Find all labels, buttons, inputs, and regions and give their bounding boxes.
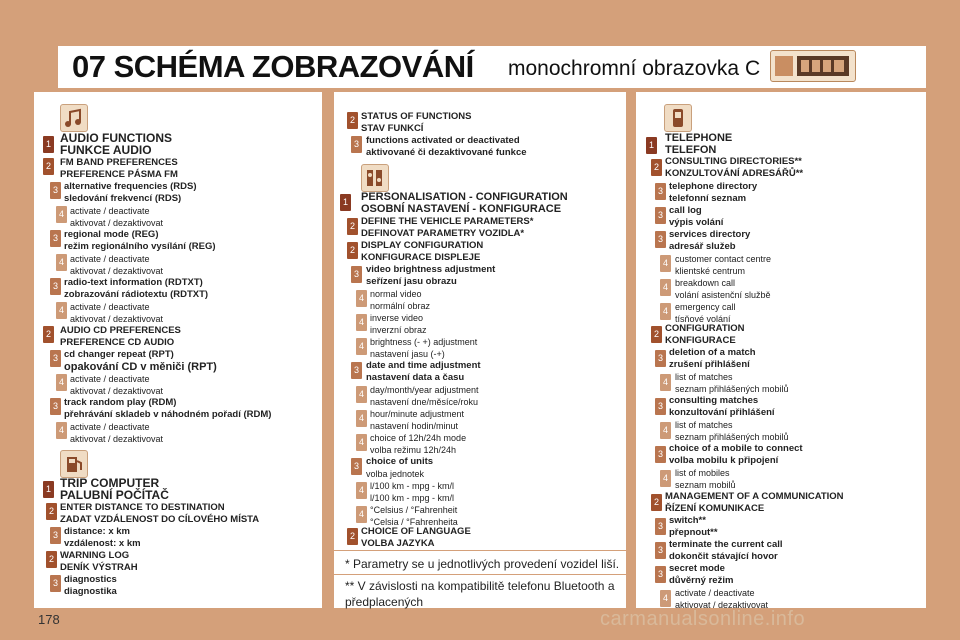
divider [334, 574, 626, 575]
menu-item: aktivovat / dezaktivovat [70, 314, 164, 324]
audio-heading-en: AUDIO FUNCTIONS [60, 131, 172, 145]
menu-item: list of matches [675, 372, 733, 382]
trip-heading-cz: PALUBNÍ POČÍTAČ [60, 488, 169, 502]
menu-item: seznam přihlášených mobilů [675, 384, 789, 394]
level-4-badge: 4 [356, 410, 367, 427]
level-3-badge: 3 [50, 575, 61, 592]
menu-item: PREFERENCE CD AUDIO [60, 337, 175, 348]
menu-item: MANAGEMENT OF A COMMUNICATION [665, 491, 844, 502]
level-1-badge: 1 [646, 137, 657, 154]
level-2-badge: 2 [347, 528, 358, 545]
level-2-badge: 2 [43, 158, 54, 175]
level-3-badge: 3 [655, 518, 666, 535]
menu-item: CHOICE OF LANGUAGE [361, 526, 471, 537]
menu-item: zrušení přihlášení [669, 359, 750, 370]
menu-item: emergency call [675, 302, 736, 312]
menu-item: telephone directory [669, 181, 758, 192]
level-3-badge: 3 [50, 230, 61, 247]
level-3-badge: 3 [655, 542, 666, 559]
menu-item: diagnostika [64, 586, 117, 597]
menu-item: výpis volání [669, 217, 724, 228]
menu-item: breakdown call [675, 278, 736, 288]
level-4-badge: 4 [660, 470, 671, 487]
menu-item: DEFINE THE VEHICLE PARAMETERS* [361, 216, 534, 227]
level-4-badge: 4 [660, 279, 671, 296]
telephone-heading-en: TELEPHONE [665, 132, 733, 144]
level-4-badge: 4 [356, 506, 367, 523]
fuel-pump-icon [60, 450, 88, 478]
menu-item: AUDIO CD PREFERENCES [60, 325, 181, 336]
divider [334, 550, 626, 551]
menu-item: °Celsius / °Fahrenheit [370, 505, 458, 515]
menu-item: ŘÍZENÍ KOMUNIKACE [665, 503, 765, 514]
menu-item: brightness (- +) adjustment [370, 337, 478, 347]
music-note-icon [60, 104, 88, 132]
level-4-badge: 4 [660, 303, 671, 320]
menu-item: distance: x km [64, 526, 130, 537]
menu-item: klientské centrum [675, 266, 746, 276]
menu-item: aktivované či dezaktivované funkce [366, 147, 527, 158]
menu-item: activate / deactivate [675, 588, 755, 598]
level-4-badge: 4 [56, 206, 67, 223]
menu-item: inverzní obraz [370, 325, 427, 335]
level-4-badge: 4 [356, 290, 367, 307]
menu-item: normální obraz [370, 301, 431, 311]
menu-item: deletion of a match [669, 347, 756, 358]
menu-item: cd changer repeat (RPT) [64, 349, 174, 360]
level-4-badge: 4 [56, 422, 67, 439]
level-2-badge: 2 [347, 242, 358, 259]
menu-item: DENÍK VÝSTRAH [60, 562, 138, 573]
menu-item: activate / deactivate [70, 254, 150, 264]
menu-item: regional mode (REG) [64, 229, 159, 240]
watermark: carmanualsonline.info [600, 608, 806, 630]
menu-item: radio-text information (RDTXT) [64, 277, 203, 288]
menu-item: zobrazování rádiotextu (RDTXT) [64, 289, 209, 300]
menu-item: seznam mobilů [675, 480, 736, 490]
menu-item: choice of a mobile to connect [669, 443, 803, 454]
menu-item: choice of 12h/24h mode [370, 433, 467, 443]
menu-item: sledování frekvencí (RDS) [64, 193, 182, 204]
level-4-badge: 4 [356, 338, 367, 355]
level-2-badge: 2 [347, 112, 358, 129]
menu-item: seznam přihlášených mobilů [675, 432, 789, 442]
menu-item: aktivovat / dezaktivovat [70, 266, 164, 276]
display-screen-icon [770, 50, 856, 82]
menu-item: hour/minute adjustment [370, 409, 465, 419]
level-2-badge: 2 [43, 326, 54, 343]
menu-item: ZADAT VZDÁLENOST DO CÍLOVÉHO MÍSTA [60, 514, 260, 525]
footnote-parameters: * Parametry se u jednotlivých provedení vozidel liší. [345, 557, 620, 571]
menu-item: režim regionálního vysílání (REG) [64, 241, 216, 252]
level-4-badge: 4 [356, 434, 367, 451]
menu-item: FM BAND PREFERENCES [60, 157, 178, 168]
menu-item: diagnostics [64, 574, 117, 585]
level-4-badge: 4 [56, 254, 67, 271]
menu-item: services directory [669, 229, 751, 240]
footnote-bluetooth: ** V závislosti na kompatibilitě telefonu Bluetooth a [345, 579, 615, 593]
menu-item: track random play (RDM) [64, 397, 177, 408]
menu-item: date and time adjustment [366, 360, 481, 371]
menu-item: WARNING LOG [60, 550, 130, 561]
level-3-badge: 3 [351, 136, 362, 153]
menu-item: activate / deactivate [70, 206, 150, 216]
level-4-badge: 4 [356, 482, 367, 499]
page-number: 178 [38, 612, 60, 627]
level-3-badge: 3 [50, 350, 61, 367]
level-3-badge: 3 [50, 527, 61, 544]
menu-item: day/month/year adjustment [370, 385, 479, 395]
menu-item: list of mobiles [675, 468, 730, 478]
level-4-badge: 4 [660, 422, 671, 439]
level-3-badge: 3 [351, 266, 362, 283]
menu-item: nastavení hodin/minut [370, 421, 459, 431]
level-2-badge: 2 [651, 494, 662, 511]
level-2-badge: 2 [651, 326, 662, 343]
level-3-badge: 3 [655, 446, 666, 463]
level-4-badge: 4 [56, 374, 67, 391]
menu-item: tísňové volání [675, 314, 731, 324]
menu-item: CONFIGURATION [665, 323, 745, 334]
menu-item: activate / deactivate [70, 374, 150, 384]
menu-item: choice of units [366, 456, 434, 467]
menu-item: DISPLAY CONFIGURATION [361, 240, 484, 251]
level-3-badge: 3 [50, 278, 61, 295]
menu-item: list of matches [675, 420, 733, 430]
level-3-badge: 3 [655, 207, 666, 224]
level-4-badge: 4 [660, 255, 671, 272]
menu-item: konzultování přihlášení [669, 407, 775, 418]
menu-item: l/100 km - mpg - km/l [370, 481, 455, 491]
level-1-badge: 1 [340, 194, 351, 211]
level-3-badge: 3 [655, 231, 666, 248]
menu-item: dokončit stávající hovor [669, 551, 778, 562]
menu-item: CONSULTING DIRECTORIES** [665, 156, 802, 167]
menu-item: KONFIGURACE DISPLEJE [361, 252, 481, 263]
menu-item: KONZULTOVÁNÍ ADRESÁŘŮ** [665, 168, 804, 179]
menu-item: inverse video [370, 313, 424, 323]
level-3-badge: 3 [655, 350, 666, 367]
menu-item: activate / deactivate [70, 302, 150, 312]
level-2-badge: 2 [347, 218, 358, 235]
menu-item: volání asistenční službě [675, 290, 771, 300]
menu-item: důvěrný režim [669, 575, 734, 586]
personalisation-heading-en: PERSONALISATION - CONFIGURATION [361, 191, 568, 203]
level-2-badge: 2 [46, 551, 57, 568]
settings-tools-icon [361, 164, 389, 192]
menu-item: aktivovat / dezaktivovat [70, 218, 164, 228]
level-2-badge: 2 [46, 503, 57, 520]
menu-item: aktivovat / dezaktivovat [675, 600, 769, 610]
level-1-badge: 1 [43, 481, 54, 498]
telephone-icon [664, 104, 692, 132]
menu-item: aktivovat / dezaktivovat [70, 434, 164, 444]
menu-item: aktivovat / dezaktivovat [70, 386, 164, 396]
level-2-badge: 2 [651, 159, 662, 176]
menu-item: volba mobilu k připojení [669, 455, 779, 466]
menu-item: opakování CD v měniči (RPT) [64, 361, 217, 373]
menu-item: volba režimu 12h/24h [370, 445, 457, 455]
menu-item: PREFERENCE PÁSMA FM [60, 169, 178, 180]
level-4-badge: 4 [356, 314, 367, 331]
telephone-heading-cz: TELEFON [665, 144, 717, 156]
menu-item: telefonní seznam [669, 193, 747, 204]
level-3-badge: 3 [351, 458, 362, 475]
level-3-badge: 3 [50, 398, 61, 415]
menu-item: alternative frequencies (RDS) [64, 181, 197, 192]
level-1-badge: 1 [43, 136, 54, 153]
footnote-bluetooth-cont: předplacených [345, 595, 424, 609]
menu-item: consulting matches [669, 395, 759, 406]
level-3-badge: 3 [655, 183, 666, 200]
menu-item: KONFIGURACE [665, 335, 736, 346]
level-3-badge: 3 [655, 566, 666, 583]
menu-item: seřízení jasu obrazu [366, 276, 457, 287]
menu-item: přepnout** [669, 527, 718, 538]
level-3-badge: 3 [50, 182, 61, 199]
menu-item: switch** [669, 515, 706, 526]
menu-item: nastavení data a času [366, 372, 465, 383]
menu-item: normal video [370, 289, 422, 299]
menu-item: DEFINOVAT PARAMETRY VOZIDLA* [361, 228, 525, 239]
trip-heading-en: TRIP COMPUTER [60, 476, 160, 490]
menu-item: nastavení jasu (-+) [370, 349, 445, 359]
level-4-badge: 4 [660, 374, 671, 391]
menu-item: VOLBA JAZYKA [361, 538, 435, 549]
level-4-badge: 4 [660, 590, 671, 607]
page-title: 07 SCHÉMA ZOBRAZOVÁNÍ [72, 49, 474, 84]
level-4-badge: 4 [56, 302, 67, 319]
menu-item: ENTER DISTANCE TO DESTINATION [60, 502, 225, 513]
menu-item: terminate the current call [669, 539, 783, 550]
page-subtitle: monochromní obrazovka C [508, 57, 761, 80]
menu-item: functions activated or deactivated [366, 135, 520, 146]
menu-item: nastavení dne/měsíce/roku [370, 397, 479, 407]
menu-item: STATUS OF FUNCTIONS [361, 111, 472, 122]
menu-item: l/100 km - mpg - km/l [370, 493, 455, 503]
menu-item: vzdálenost: x km [64, 538, 141, 549]
menu-item: secret mode [669, 563, 725, 574]
personalisation-heading-cz: OSOBNÍ NASTAVENÍ - KONFIGURACE [361, 203, 562, 215]
menu-item: call log [669, 205, 702, 216]
audio-heading-cz: FUNKCE AUDIO [60, 143, 152, 157]
level-4-badge: 4 [356, 386, 367, 403]
menu-item: přehrávání skladeb v náhodném pořadí (RDM) [64, 409, 272, 420]
level-3-badge: 3 [351, 362, 362, 379]
menu-item: video brightness adjustment [366, 264, 496, 275]
menu-item: adresář služeb [669, 241, 736, 252]
menu-item: activate / deactivate [70, 422, 150, 432]
menu-item: STAV FUNKCÍ [361, 123, 424, 134]
menu-item: volba jednotek [366, 469, 425, 479]
menu-item: customer contact centre [675, 254, 772, 264]
level-3-badge: 3 [655, 398, 666, 415]
menu-item: °Celsia / °Fahrenheita [370, 517, 458, 527]
